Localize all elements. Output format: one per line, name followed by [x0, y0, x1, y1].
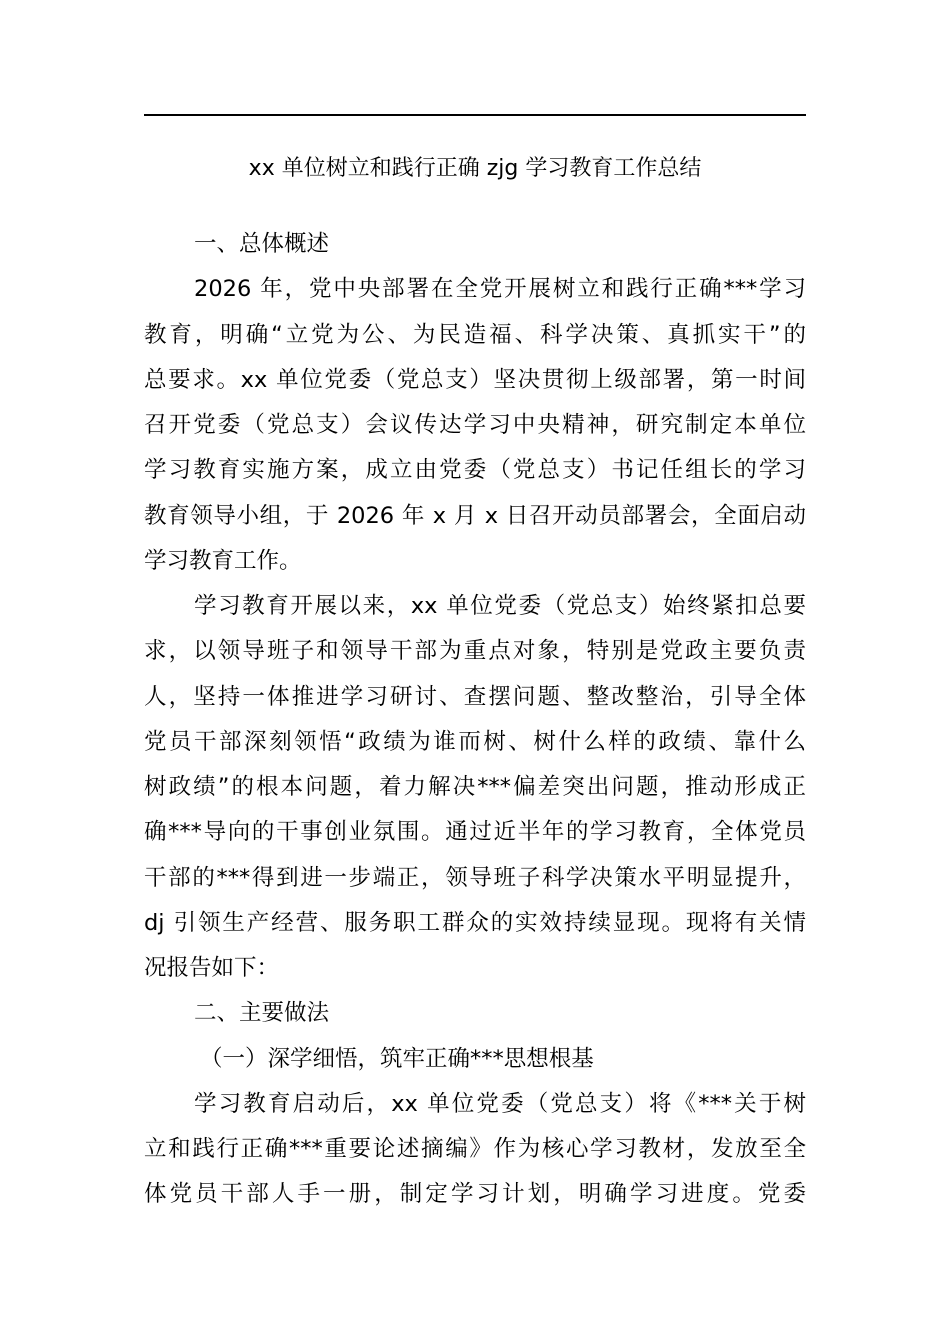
paragraph-line: 人，坚持一体推进学习研讨、查摆问题、整改整治，引导全体 — [144, 683, 806, 710]
document-body — [144, 222, 806, 1218]
section-heading: 一、总体概述 — [194, 231, 330, 257]
section-heading: 二、主要做法 — [194, 1000, 330, 1027]
paragraph-line: 2026 年，党中央部署在全党开展树立和践行正确***学习 — [194, 276, 806, 303]
paragraph-line: 体党员干部人手一册，制定学习计划，明确学习进度。党委 — [144, 1181, 806, 1208]
paragraph-line: 立和践行正确***重要论述摘编》作为核心学习教材，发放至全 — [144, 1136, 806, 1162]
paragraph-line: 教育，明确“立党为公、为民造福、科学决策、真抓实干”的 — [144, 321, 806, 348]
paragraph-line: 况报告如下： — [144, 955, 280, 981]
paragraph-line: 树政绩”的根本问题，着力解决***偏差突出问题，推动形成正 — [144, 774, 806, 800]
paragraph-line: 学习教育工作。 — [144, 547, 302, 574]
paragraph-line: 学习教育启动后，xx 单位党委（党总支）将《***关于树 — [194, 1090, 806, 1117]
header-rule — [144, 114, 806, 116]
paragraph-line: 总要求。xx 单位党委（党总支）坚决贯彻上级部署，第一时间 — [144, 366, 806, 393]
paragraph-line: 干部的***得到进一步端正，领导班子科学决策水平明显提升， — [144, 864, 806, 891]
document-title: xx 单位树立和践行正确 zjg 学习教育工作总结 — [248, 156, 702, 181]
paragraph-line: dj 引领生产经营、服务职工群众的实效持续显现。现将有关情 — [144, 909, 806, 936]
paragraph-line: 学习教育实施方案，成立由党委（党总支）书记任组长的学习 — [144, 457, 806, 484]
paragraph-line: 学习教育开展以来，xx 单位党委（党总支）始终紧扣总要 — [194, 593, 806, 619]
subsection-heading: （一）深学细悟，筑牢正确***思想根基 — [200, 1045, 594, 1072]
paragraph-line: 党员干部深刻领悟“政绩为谁而树、树什么样的政绩、靠什么 — [144, 728, 806, 755]
paragraph-line: 求，以领导班子和领导干部为重点对象，特别是党政主要负责 — [144, 638, 806, 665]
paragraph-line: 召开党委（党总支）会议传达学习中央精神，研究制定本单位 — [144, 412, 806, 438]
paragraph-line: 确***导向的干事创业氛围。通过近半年的学习教育，全体党员 — [144, 819, 806, 846]
paragraph-line: 教育领导小组，于 2026 年 x 月 x 日召开动员部署会，全面启动 — [144, 502, 806, 529]
